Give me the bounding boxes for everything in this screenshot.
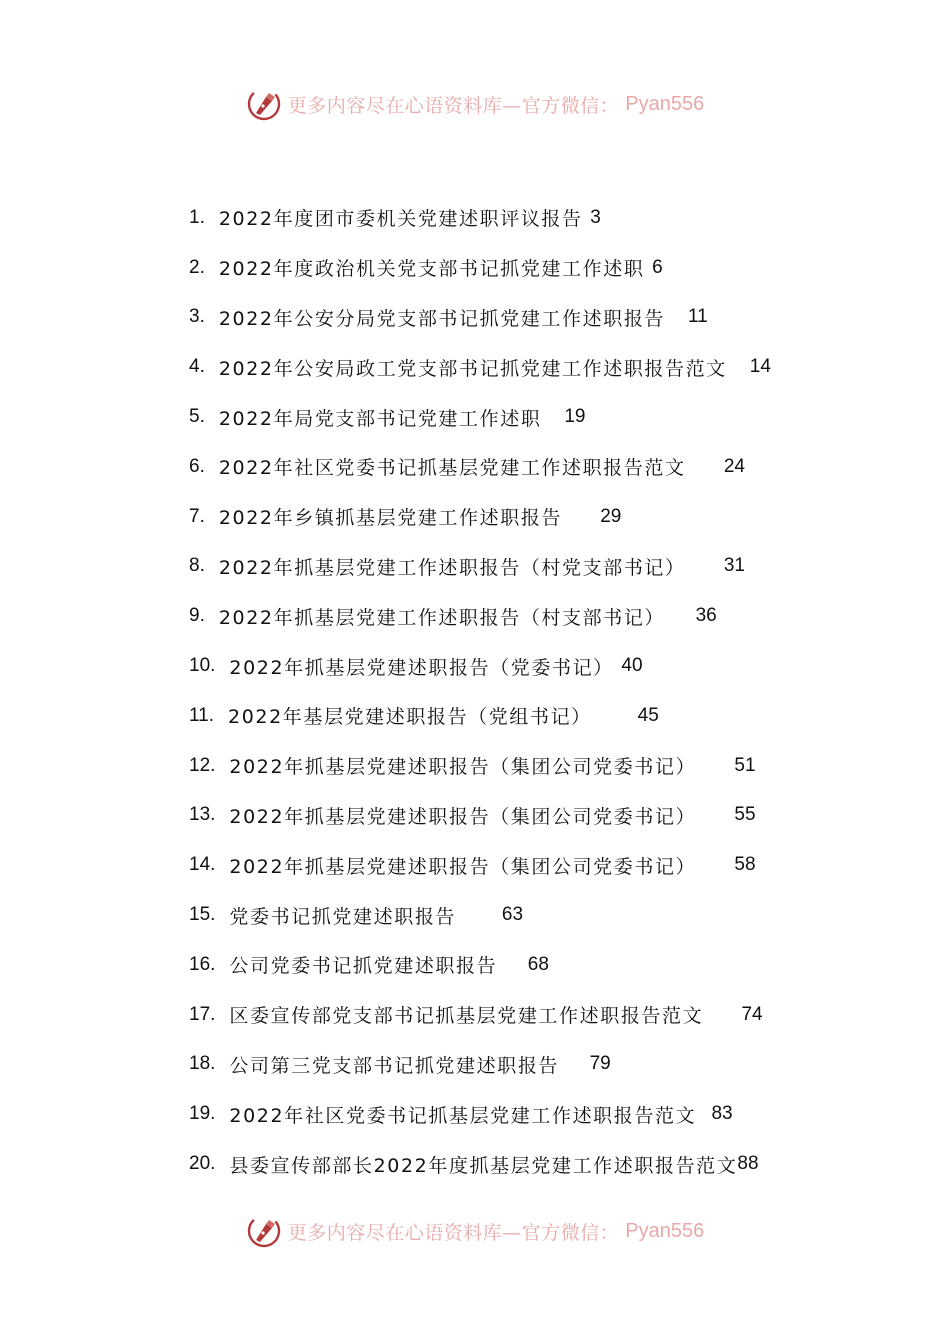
toc-entry-title: 党委书记抓党建述职报告 [229, 905, 457, 928]
toc-entry-gap [665, 605, 696, 627]
toc-entry-gap [686, 456, 724, 478]
toc-entry-gap [497, 954, 528, 976]
toc-entry-page-number: 40 [621, 655, 643, 677]
toc-entry-page-number: 88 [737, 1153, 759, 1175]
toc-entry[interactable] [189, 392, 839, 442]
toc-entry-number: 5. [189, 406, 205, 428]
toc-entry-title: 2022年抓基层党建述职报告（党委书记） [229, 656, 614, 679]
toc-entry-page-number: 24 [723, 455, 745, 477]
toc-entry-page-number: 68 [527, 953, 549, 975]
toc-entry-gap [644, 257, 652, 279]
toc-entry-number: 15. [189, 904, 216, 926]
toc-entry-number: 6. [189, 455, 205, 477]
toc-entry-title: 县委宣传部部长2022年度抓基层党建工作述职报告范文 [229, 1154, 738, 1177]
toc-entry-title: 2022年度政治机关党支部书记抓党建工作述职 [218, 258, 645, 281]
toc-entry[interactable] [189, 940, 839, 990]
toc-entry-number: 13. [189, 804, 216, 826]
banner-wechat-id: Pyan556 [625, 92, 705, 115]
toc-entry-gap [456, 904, 502, 926]
toc-entry[interactable] [189, 243, 839, 293]
toc-entry-page-number: 45 [637, 704, 659, 726]
toc-entry-title: 2022年抓基层党建述职报告（集团公司党委书记） [229, 756, 697, 779]
toc-entry-gap [614, 655, 622, 677]
toc-entry-number: 18. [189, 1053, 216, 1075]
toc-entry-gap [541, 406, 564, 428]
toc-entry-page-number: 74 [741, 1003, 763, 1025]
toc-entry-title: 区委宣传部党支部书记抓基层党建工作述职报告范文 [229, 1005, 704, 1028]
toc-entry[interactable] [189, 1139, 839, 1189]
toc-entry-page-number: 6 [652, 256, 663, 278]
toc-entry-page-number: 63 [501, 904, 524, 926]
toc-entry-title: 2022年社区党委书记抓基层党建工作述职报告范文 [218, 457, 686, 480]
toc-entry-title: 2022年基层党建述职报告（党组书记） [228, 706, 592, 729]
toc-entry[interactable] [189, 641, 839, 691]
toc-entry-title: 2022年社区党委书记抓基层党建工作述职报告范文 [229, 1104, 697, 1127]
toc-entry-gap [727, 356, 750, 378]
toc-entry-number: 1. [189, 206, 205, 228]
table-of-contents [189, 193, 839, 1189]
toc-entry-title: 2022年抓基层党建工作述职报告（村支部书记） [218, 606, 666, 629]
toc-entry-page-number: 31 [723, 555, 745, 577]
toc-entry-page-number: 83 [711, 1103, 733, 1125]
toc-entry-number: 3. [189, 306, 205, 328]
toc-entry[interactable] [189, 492, 839, 542]
toc-entry[interactable] [189, 791, 839, 841]
toc-entry-page-number: 11 [687, 306, 708, 328]
toc-entry-gap [592, 705, 638, 727]
toc-entry-title: 2022年抓基层党建述职报告（集团公司党委书记） [229, 855, 697, 878]
toc-entry-page-number: 51 [734, 754, 756, 776]
pen-nib-logo-icon [246, 1213, 282, 1249]
toc-entry-gap [703, 1004, 741, 1026]
toc-entry-title: 2022年抓基层党建工作述职报告（村党支部书记） [218, 556, 686, 579]
toc-entry-title: 公司第三党支部书记抓党建述职报告 [229, 1054, 560, 1077]
toc-entry-title: 2022年局党支部书记党建工作述职 [218, 407, 542, 430]
toc-entry[interactable] [189, 691, 839, 741]
toc-entry[interactable] [189, 542, 839, 592]
toc-entry-gap [696, 1103, 711, 1125]
toc-entry[interactable] [189, 1040, 839, 1090]
toc-entry[interactable] [189, 193, 839, 243]
toc-entry-title: 2022年度团市委机关党建述职评议报告 [218, 208, 583, 231]
toc-entry[interactable] [189, 840, 839, 890]
toc-entry-number: 11. [189, 704, 215, 726]
banner-text: 更多内容尽在心语资料库—官方微信： [287, 94, 620, 117]
toc-entry[interactable] [189, 442, 839, 492]
toc-entry-gap [696, 804, 734, 826]
toc-entry-page-number: 3 [590, 206, 601, 228]
toc-entry-title: 2022年乡镇抓基层党建工作述职报告 [218, 507, 563, 530]
toc-entry-page-number: 58 [734, 854, 756, 876]
toc-entry-gap [583, 207, 591, 229]
toc-entry-number: 14. [189, 854, 216, 876]
toc-entry-number: 2. [189, 256, 205, 278]
footer-banner [0, 1209, 950, 1253]
toc-entry-page-number: 79 [589, 1053, 611, 1075]
toc-entry-gap [696, 755, 734, 777]
toc-entry-title: 公司党委书记抓党建述职报告 [229, 955, 498, 978]
toc-entry[interactable] [189, 890, 839, 940]
toc-entry-gap [686, 555, 724, 577]
toc-entry-gap [696, 854, 734, 876]
toc-entry[interactable] [189, 342, 839, 392]
banner-text: 更多内容尽在心语资料库—官方微信： [287, 1221, 620, 1244]
header-banner [0, 82, 950, 126]
toc-entry-number: 20. [189, 1153, 216, 1175]
toc-entry[interactable] [189, 591, 839, 641]
toc-entry-page-number: 14 [749, 356, 771, 378]
pen-nib-logo-icon [246, 86, 282, 122]
toc-entry-number: 17. [189, 1003, 216, 1025]
toc-entry-number: 7. [189, 505, 205, 527]
toc-entry[interactable] [189, 293, 839, 343]
toc-entry-gap [665, 306, 688, 328]
toc-entry-page-number: 29 [600, 505, 622, 527]
toc-entry[interactable] [189, 1089, 839, 1139]
toc-entry-title: 2022年公安局政工党支部书记抓党建工作述职报告范文 [218, 357, 727, 380]
toc-entry[interactable] [189, 990, 839, 1040]
toc-entry-page-number: 19 [564, 406, 586, 428]
toc-entry-title: 2022年公安分局党支部书记抓党建工作述职报告 [218, 307, 666, 330]
toc-entry-page-number: 55 [734, 804, 756, 826]
toc-entry-gap [562, 506, 600, 528]
toc-entry-number: 4. [189, 356, 205, 378]
toc-entry-number: 12. [189, 754, 216, 776]
toc-entry-number: 8. [189, 555, 205, 577]
toc-entry-gap [559, 1053, 590, 1075]
toc-entry-number: 16. [189, 953, 216, 975]
toc-entry-number: 10. [189, 655, 216, 677]
toc-entry-number: 9. [189, 605, 205, 627]
toc-entry[interactable] [189, 741, 839, 791]
toc-entry-title: 2022年抓基层党建述职报告（集团公司党委书记） [229, 805, 697, 828]
banner-wechat-id: Pyan556 [625, 1219, 705, 1242]
toc-entry-page-number: 36 [695, 605, 717, 627]
toc-entry-number: 19. [189, 1103, 216, 1125]
